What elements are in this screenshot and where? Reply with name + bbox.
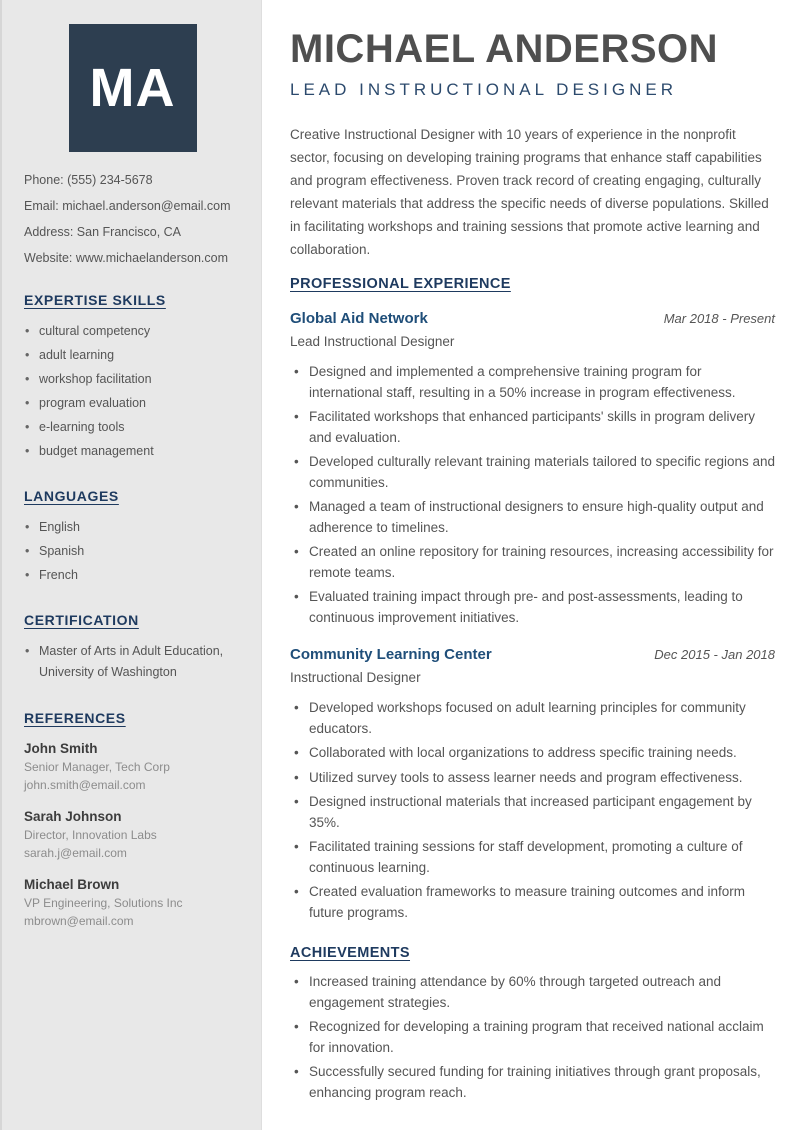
sidebar	[0, 0, 262, 1130]
reference-name: Sarah Johnson	[24, 809, 122, 824]
sidebar-section-certification	[24, 612, 241, 683]
contact-address: Address: San Francisco, CA	[24, 225, 182, 239]
job-header	[290, 645, 775, 665]
job-role: Lead Instructional Designer	[290, 334, 455, 349]
job-bullet: • Managed a team of instructional designers to ensure high-quality output and adherence to timelines.	[290, 497, 775, 538]
job-bullet: • Designed and implemented a comprehensive training program for international staff, resulting in a 50% increase in program effectiveness.	[290, 362, 775, 403]
job-bullet: • Developed culturally relevant training materials tailored to specific regions and communities.	[290, 452, 775, 493]
job-bullet: • Evaluated training impact through pre- and post-assessments, leading to continuous improvement initiatives.	[290, 587, 775, 628]
job-bullet: • Created evaluation frameworks to measure training outcomes and inform future programs.	[290, 882, 775, 923]
job-bullet: • Facilitated workshops that enhanced participants' skills in program delivery and evaluation.	[290, 407, 775, 448]
sidebar-section-references	[24, 710, 241, 930]
summary-paragraph: Creative Instructional Designer with 10 years of experience in the nonprofit sector, focusing on developing training programs that enhance staff capabilities and program effectiveness. Proven track record of creating engaging, culturally relevant materials that address the specific needs of diverse populations. Skilled in facilitating workshops and training sessions that promote active learning and collaboration.	[290, 127, 769, 257]
section-professional-experience	[290, 276, 775, 923]
skill-item: • workshop facilitation	[24, 369, 241, 389]
reference-name: Michael Brown	[24, 877, 120, 892]
achievement-item: • Recognized for developing a training program that received national acclaim for innovation.	[290, 1017, 775, 1058]
job-bullets	[290, 362, 775, 628]
certification-list	[24, 641, 241, 683]
achievement-item: • Successfully secured funding for training initiatives through grant proposals, enhancing program reach.	[290, 1062, 775, 1103]
skills-list	[24, 321, 241, 461]
monogram-badge	[69, 24, 197, 152]
job-bullet: • Collaborated with local organizations to address specific training needs.	[290, 743, 775, 764]
certification-item: • Master of Arts in Adult Education, University of Washington	[24, 641, 241, 683]
reference-role: Senior Manager, Tech Corp	[24, 760, 170, 774]
job-role: Instructional Designer	[290, 670, 421, 685]
language-item: • French	[24, 565, 241, 585]
sidebar-section-skills	[24, 292, 241, 461]
monogram-text: MA	[89, 58, 176, 118]
section-achievements	[290, 945, 775, 1103]
job-bullets	[290, 698, 775, 923]
contact-email: Email: michael.anderson@email.com	[24, 199, 231, 213]
skill-item: • budget management	[24, 441, 241, 461]
job-dates: Dec 2015 - Jan 2018	[654, 647, 775, 662]
company-name: Community Learning Center	[290, 646, 492, 663]
reference-entry	[24, 807, 241, 862]
job-bullet: • Facilitated training sessions for staff development, promoting a culture of continuous learning.	[290, 837, 775, 878]
skill-item: • adult learning	[24, 345, 241, 365]
skill-item: • cultural competency	[24, 321, 241, 341]
job-title-subtitle: LEAD INSTRUCTIONAL DESIGNER	[290, 80, 677, 99]
languages-list	[24, 517, 241, 585]
page-title: MICHAEL ANDERSON	[290, 27, 719, 71]
skill-item: • program evaluation	[24, 393, 241, 413]
section-title-professional-experience: PROFESSIONAL EXPERIENCE	[290, 276, 511, 292]
section-title-achievements: ACHIEVEMENTS	[290, 945, 411, 961]
job-bullet: • Developed workshops focused on adult learning principles for community educators.	[290, 698, 775, 739]
achievements-list	[290, 972, 775, 1103]
skill-item: • e-learning tools	[24, 417, 241, 437]
reference-role: Director, Innovation Labs	[24, 828, 157, 842]
reference-email: mbrown@email.com	[24, 914, 134, 928]
section-title-languages: LANGUAGES	[24, 488, 119, 504]
section-title-references: REFERENCES	[24, 710, 126, 726]
section-title-certification: CERTIFICATION	[24, 612, 139, 628]
reference-email: john.smith@email.com	[24, 778, 146, 792]
reference-entry	[24, 875, 241, 930]
job-dates: Mar 2018 - Present	[663, 311, 775, 326]
language-item: • English	[24, 517, 241, 537]
experience-entry	[290, 309, 775, 628]
main-content	[262, 0, 800, 1130]
sidebar-section-languages	[24, 488, 241, 585]
company-name: Global Aid Network	[290, 310, 428, 327]
experience-entry	[290, 645, 775, 923]
contact-website: Website: www.michaelanderson.com	[24, 251, 229, 265]
achievement-item: • Increased training attendance by 60% through targeted outreach and engagement strategies.	[290, 972, 775, 1013]
reference-name: John Smith	[24, 741, 98, 756]
language-item: • Spanish	[24, 541, 241, 561]
job-bullet: • Created an online repository for training resources, increasing accessibility for remote teams.	[290, 542, 775, 583]
job-header	[290, 309, 775, 329]
reference-role: VP Engineering, Solutions Inc	[24, 896, 183, 910]
job-bullet: • Utilized survey tools to assess learner needs and program effectiveness.	[290, 768, 775, 789]
job-bullet: • Designed instructional materials that increased participant engagement by 35%.	[290, 792, 775, 833]
reference-email: sarah.j@email.com	[24, 846, 127, 860]
reference-entry	[24, 739, 241, 794]
contact-info	[24, 174, 241, 265]
contact-phone: Phone: (555) 234-5678	[24, 173, 153, 187]
section-title-expertise-skills: EXPERTISE SKILLS	[24, 292, 166, 308]
